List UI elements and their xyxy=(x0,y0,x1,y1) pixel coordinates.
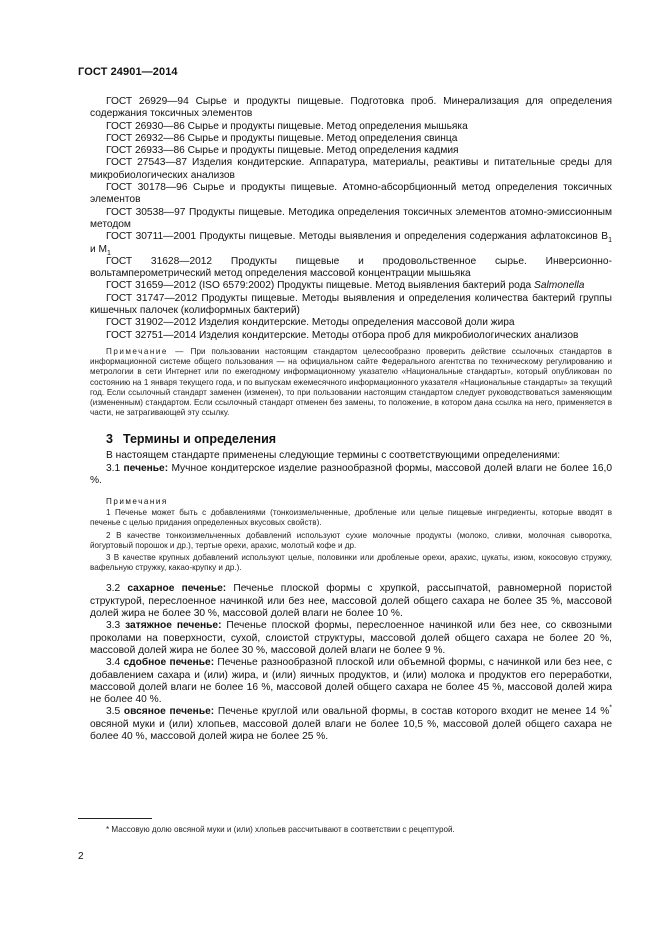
term-definition xyxy=(90,706,612,743)
term-name: сахарное печенье: xyxy=(127,583,227,595)
notes-heading: Примечания xyxy=(106,497,168,507)
ref-text: ГОСТ 30711—2001 Продукты пищевые. Методы выявления и определения содержания афлатоксинов B xyxy=(106,231,609,243)
ref-item: ГОСТ 26929—94 Сырье и продукты пищевые. Подготовка проб. Минерализация для определения содержания токсичных элементов xyxy=(90,96,612,120)
term-name: овсяное печенье: xyxy=(123,706,215,718)
page-number: 2 xyxy=(78,851,84,862)
subscript: 1 xyxy=(608,237,612,245)
term-definition xyxy=(90,583,612,620)
note-label: Примечание — xyxy=(106,346,185,356)
term-name: затяжное печенье: xyxy=(125,620,222,632)
ref-item: ГОСТ 30538—97 Продукты пищевые. Методика определения токсичных элементов атомно-эмиссионным методом xyxy=(90,206,612,230)
ref-item: ГОСТ 31902—2012 Изделия кондитерские. Методы определения массовой доли жира xyxy=(106,317,515,329)
ref-item: ГОСТ 26932—86 Сырье и продукты пищевые. Метод определения свинца xyxy=(106,132,458,144)
ref-item: ГОСТ 31747—2012 Продукты пищевые. Методы выявления и определения количества бактерий группы кишечных палочек (колиформных бактерий) xyxy=(90,292,612,317)
term-number: 3.1 xyxy=(106,462,124,474)
ref-item: ГОСТ 31628—2012 Продукты пищевые и продовольственное сырье. Инверсионно-вольтамперометрический метод определения массовой концентрации мышьяка xyxy=(90,255,612,280)
note-item: 3 В качестве крупных добавлений используют целые, половинки или дробленые орехи, арахис, цукаты, изюм, кокосовую стружку, вафельную стружку, какао-крупку и др.). xyxy=(90,553,612,573)
ref-text-mid: и M xyxy=(90,243,108,255)
term-number: 3.5 xyxy=(106,706,124,718)
ref-item-aflatoxin xyxy=(90,231,612,256)
term-definition xyxy=(90,657,612,706)
term-text-cont: овсяной муки и (или) хлопьев, массовой долей влаги не более 10,5 %, массовой долей общего сахара не более 40 %, массовой долей жира не более 25 %. xyxy=(90,718,612,743)
subscript: 1 xyxy=(107,249,111,257)
term-text: Печенье плоской формы с хрупкой, рассыпчатой, равномерной пористой структурой, переслоенное начинкой или без нее, массовой долей общего сахара не более 35 %, массовой долей жира не более 30 %, массовой долей влаги не более 10 %. xyxy=(90,583,612,620)
term-number: 3.4 xyxy=(106,657,124,669)
section-title xyxy=(106,432,612,446)
term-text: Печенье разнообразной плоской или объемной формы, с начинкой или без нее, с добавлением сахара и (или) жира, и (или) яичных продуктов, и (или) молока и продуктов его переработки, массовой долей влаги не более 16 %, массовой долей общего сахара не более 45 %, массовой долей жира не более 40 %. xyxy=(90,657,613,706)
term-number: 3.2 xyxy=(106,583,128,595)
term-definition xyxy=(90,463,612,488)
footnote-mark: * xyxy=(609,705,612,713)
ref-item: ГОСТ 27543—87 Изделия кондитерские. Аппаратура, материалы, реактивы и питательные среды для микробиологических анализов xyxy=(90,157,612,181)
term-number: 3.3 xyxy=(106,620,126,632)
ref-item-salmonella xyxy=(90,280,612,292)
footnote: * Массовую долю овсяной муки и (или) хлопьев рассчитывают в соответствии с рецептурой. xyxy=(106,825,455,834)
ref-item: ГОСТ 32751—2014 Изделия кондитерские. Методы отбора проб для микробиологических анализов xyxy=(106,329,579,341)
note-text: При пользовании настоящим стандартом целесообразно проверить действие ссылочных стандартов в информационной системе общего пользования — на официальном сайте Федерального агентства по техническому регулированию и метрологии в сети Интернет или по ежегодному информационному указателю «Национальные стандарты», который опубликован по состоянию на 1 января текущего года, и по выпускам ежемесячного информационного указателя «Национальные стандарты» за текущий год. Если ссылочный стандарт заменен (изменен), то при пользовании настоящим стандартом следует руководствоваться заменяющим (измененным) стандартом. Если ссылочный стандарт отменен без замены, то положение, в котором дана ссылка на него, применяется в части, не затрагивающей эту ссылку. xyxy=(90,346,612,418)
term-definition xyxy=(90,620,612,657)
note-item: 1 Печенье может быть с добавлениями (тонкоизмельченные, дробленые или целые пищевые ингредиенты, которые вводят в печенье с целью придания определенных вкусовых свойств). xyxy=(90,508,612,528)
document-header: ГОСТ 24901—2014 xyxy=(78,66,178,78)
term-text: Печенье круглой или овальной формы, в состав которого входит не менее 14 % xyxy=(214,706,610,718)
section-intro: В настоящем стандарте применены следующие термины с соответствующими определениями: xyxy=(106,450,561,462)
term-text: Мучное кондитерское изделие разнообразной формы, массовой долей влаги не более 16,0 %. xyxy=(90,462,613,486)
ref-item: ГОСТ 30178—96 Сырье и продукты пищевые. Атомно-абсорбционный метод определения токсичных элементов xyxy=(90,182,612,206)
page-body xyxy=(90,96,612,743)
ref-item: ГОСТ 26930—86 Сырье и продукты пищевые. Метод определения мышьяка xyxy=(106,120,468,132)
ref-item: ГОСТ 26933—86 Сырье и продукты пищевые. Метод определения кадмия xyxy=(106,145,459,157)
section-title-text: Термины и определения xyxy=(122,432,277,447)
references-note xyxy=(90,347,612,418)
ref-text: ГОСТ 31659—2012 (ISO 6579:2002) Продукты пищевые. Метод выявления бактерий рода xyxy=(106,280,535,292)
section-number: 3 xyxy=(106,432,113,447)
term-name: печенье: xyxy=(123,462,169,474)
term-text: Печенье плоской формы, переслоенное начинкой или без нее, со сквозными проколами на поверхности, сухой, слоистой структуры, массовой долей общего сахара не более 20 %, массовой долей жира не более 30 %, массовой долей влаги не более 9 %. xyxy=(90,620,612,656)
note-item: 2 В качестве тонкоизмельченных добавлений используют сухие молочные продукты (молоко, сливки, молочная сыворотка, йогуртовый порошок и др.), тертые орехи, арахис, молотый кофе и др. xyxy=(90,530,612,550)
genus-name: Salmonella xyxy=(534,280,585,292)
term-name: сдобное печенье: xyxy=(123,657,215,669)
footnote-divider xyxy=(78,818,152,819)
